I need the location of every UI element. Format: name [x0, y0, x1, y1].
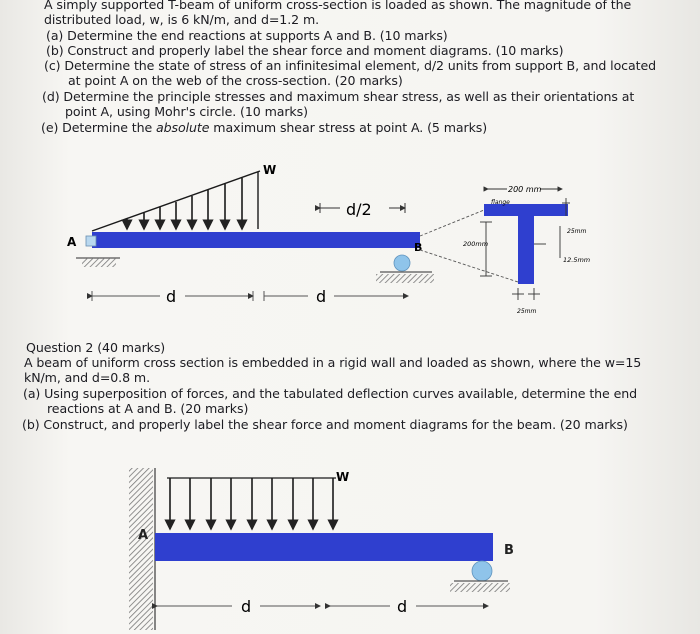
q2-line1: A beam of uniform cross section is embedded in a rigid wall and loaded as shown, where the w=15 [24, 355, 642, 370]
point-a-distance-label: 12.5mm [563, 256, 591, 264]
q2-title: Question 2 (40 marks) [26, 340, 166, 355]
flange-thickness-label: 25mm [567, 228, 587, 235]
beam-2 [155, 533, 493, 561]
q1-line1: A simply supported T-beam of uniform cross-section is loaded as shown. The magnitude of the [44, 0, 632, 12]
q1-line2: distributed load, w, is 6 kN/m, and d=1.2 m. [44, 12, 320, 27]
dimension-span-left-label: d [166, 287, 177, 306]
dimension-half-span-label: d/2 [346, 200, 372, 219]
dimension-span-right-label-2: d [397, 597, 408, 616]
ground-hatch-b-2 [450, 583, 510, 592]
q1-part-e-emphasis: absolute [156, 120, 210, 135]
q2-part-b: (b) Construct, and properly label the shear force and moment diagrams for the beam. (20 marks) [22, 417, 628, 432]
uniform-load [167, 478, 336, 529]
q1-part-e-pre: (e) Determine the [41, 120, 157, 135]
dimension-span-right-label: d [316, 287, 327, 306]
q1-part-c-line1: (c) Determine the state of stress of an infinitesimal element, d/2 units from support B, and located [44, 58, 656, 73]
q2-part-a-line2: reactions at A and B. (20 marks) [47, 401, 249, 416]
q1-part-a: (a) Determine the end reactions at supports A and B. (10 marks) [46, 28, 448, 43]
q1-part-d-line2: point A, using Mohr's circle. (10 marks) [65, 104, 308, 119]
web-thickness-label: 25mm [517, 308, 537, 315]
q1-part-d-line1: (d) Determine the principle stresses and maximum shear stress, as well as their orientations at [42, 89, 635, 104]
load-label-w: W [263, 163, 277, 177]
support-a-label: A [67, 235, 77, 249]
q2-part-a-line1: (a) Using superposition of forces, and the tabulated deflection curves available, determine the end [23, 386, 638, 401]
flange-note-label: flange [491, 199, 510, 206]
support-b-label-2: B [504, 543, 514, 558]
web-depth-label: 200mm [463, 240, 489, 248]
roller-b-2 [472, 561, 492, 581]
support-b-roller-2 [450, 561, 510, 592]
q1-part-c-line2: at point A on the web of the cross-section. (20 marks) [68, 73, 403, 88]
rigid-wall-hatch [129, 468, 153, 630]
support-b-label: B [414, 241, 423, 254]
q1-part-b: (b) Construct and properly label the shear force and moment diagrams. (10 marks) [46, 43, 564, 58]
load-label-w-2: W [336, 470, 350, 484]
wall-a-label: A [138, 528, 149, 543]
dimension-span-left-label-2: d [241, 597, 252, 616]
q2-line2: kN/m, and d=0.8 m. [24, 370, 150, 385]
q1-part-e-post: maximum shear stress at point A. (5 marks) [209, 120, 488, 135]
flange-width-label: 200 mm [508, 185, 542, 194]
